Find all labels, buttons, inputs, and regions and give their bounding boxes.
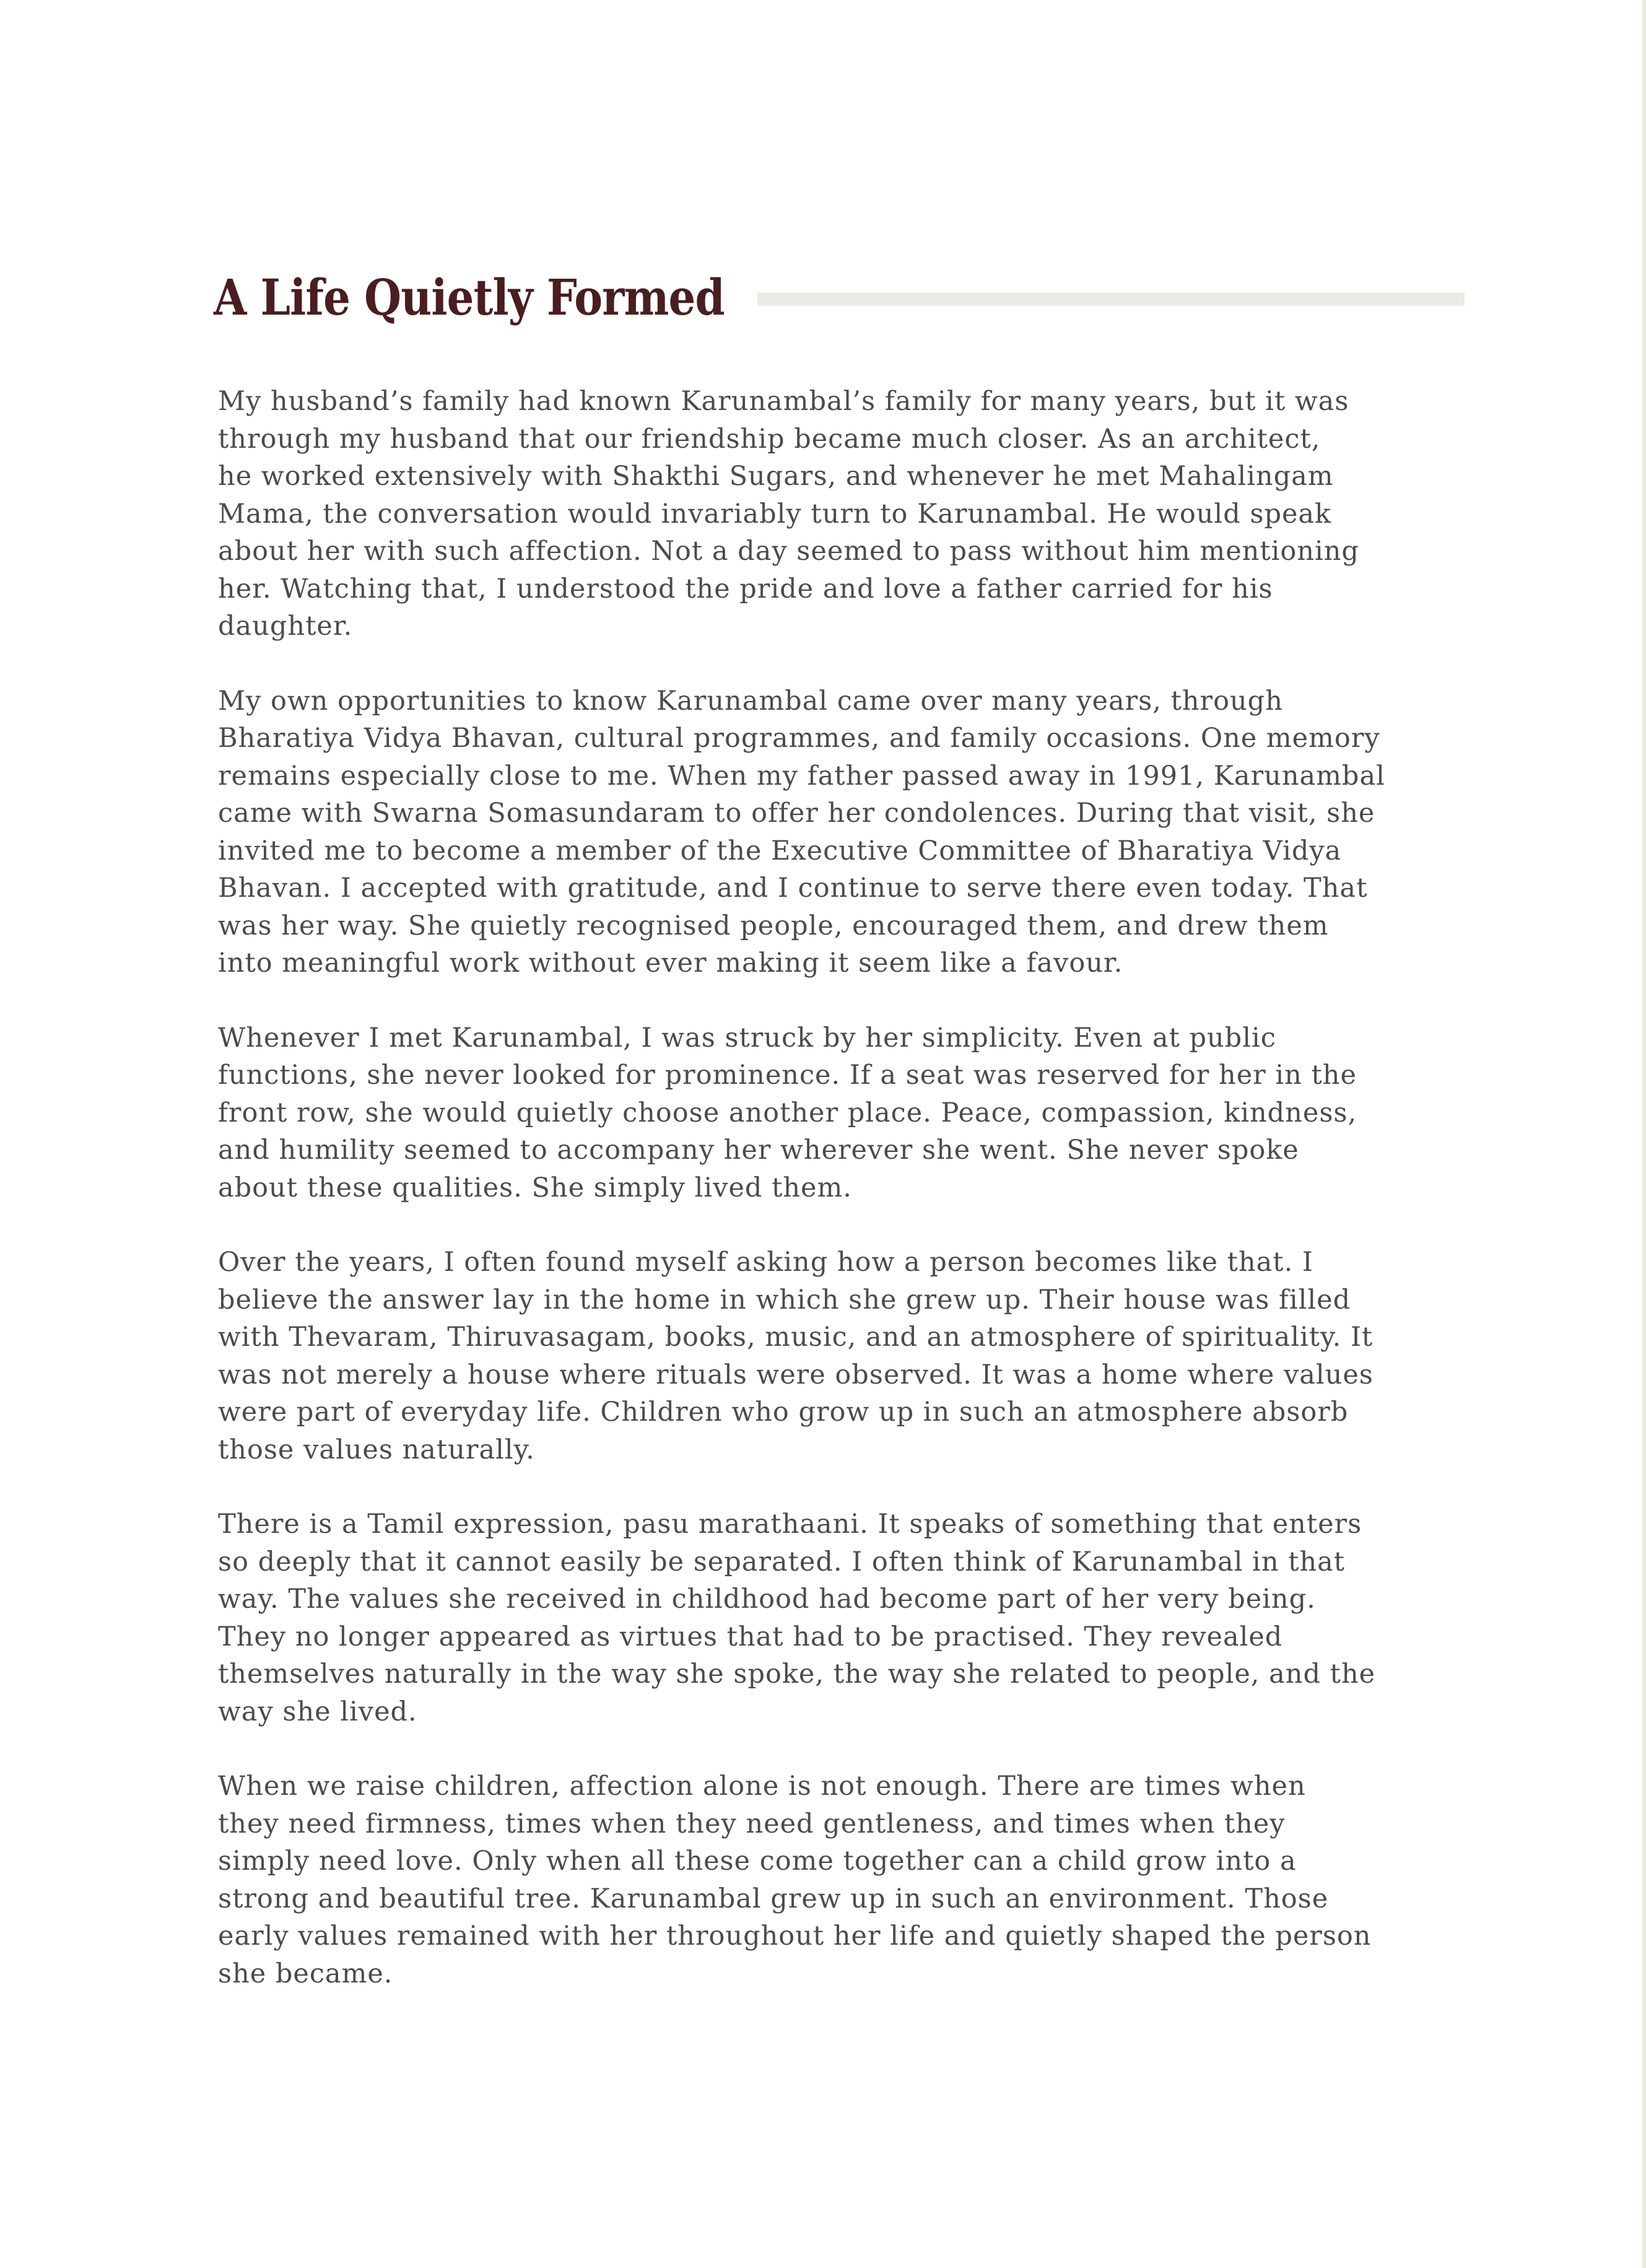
page-edge [1642, 0, 1646, 2268]
paragraph-4: Over the years, I often found myself asking how a person becomes like that. I believe the answer lay in the home in which she grew up. Their house was filled with Thevaram, Thiruvasagam, books, music, and an atmosphere of spirituality. It was not merely a house where rituals were observed. It was a home where values were part of everyday life. Children who grow up in such an atmosphere absorb those values naturally. [218, 1247, 1374, 1465]
paragraph-3: Whenever I met Karunambal, I was struck by her simplicity. Even at public functions, she never looked for prominence. If a seat was reserved for her in the front row, she would quietly choose another place. Peace, compassion, kindness, and humility seemed to accompany her wherever she went. She never spoke about these qualities. She simply lived them. [218, 1022, 1357, 1203]
heading-row [214, 260, 1465, 347]
title-divider [757, 292, 1465, 306]
paragraph-2: My own opportunities to know Karunambal came over many years, through Bharatiya Vidya Bhavan, cultural programmes, and family occasions. One memory remains especially close to me. When my father passed away in 1991, Karunambal came with Swarna Somasundaram to offer her condolences. During that visit, she invited me to become a member of the Executive Committee of Bharatiya Vidya Bhavan. I accepted with gratitude, and I continue to serve there even today. That was her way. She quietly recognised people, encouraged them, and drew them into meaningful work without ever making it seem like a favour. [218, 685, 1385, 979]
article-body [218, 383, 1469, 2030]
paragraph-6: When we raise children, affection alone is not enough. There are times when they need firmness, times when they need gentleness, and times when they simply need love. Only when all these come together can a child grow into a strong and beautiful tree. Karunambal grew up in such an environment. Those early values remained with her throughout her life and quietly shaped the person she became. [218, 1771, 1372, 1989]
page-title: A Life Quietly Formed [214, 268, 725, 326]
paragraph-5: There is a Tamil expression, pasu marathaani. It speaks of something that enters so deeply that it cannot easily be separated. I often think of Karunambal in that way. The values she received in childhood had become part of her very being. They no longer appeared as virtues that had to be practised. They revealed themselves naturally in the way she spoke, the way she related to people, and the way she lived. [218, 1509, 1376, 1727]
paragraph-1: My husband’s family had known Karunambal’s family for many years, but it was through my husband that our friendship became much closer. As an architect, he worked extensively with Shakthi Sugars, and whenever he met Mahalingam Mama, the conversation would invariably turn to Karunambal. He would speak about her with such affection. Not a day seemed to pass without him mentioning her. Watching that, I understood the pride and love a father carried for his daughter. [218, 386, 1359, 642]
